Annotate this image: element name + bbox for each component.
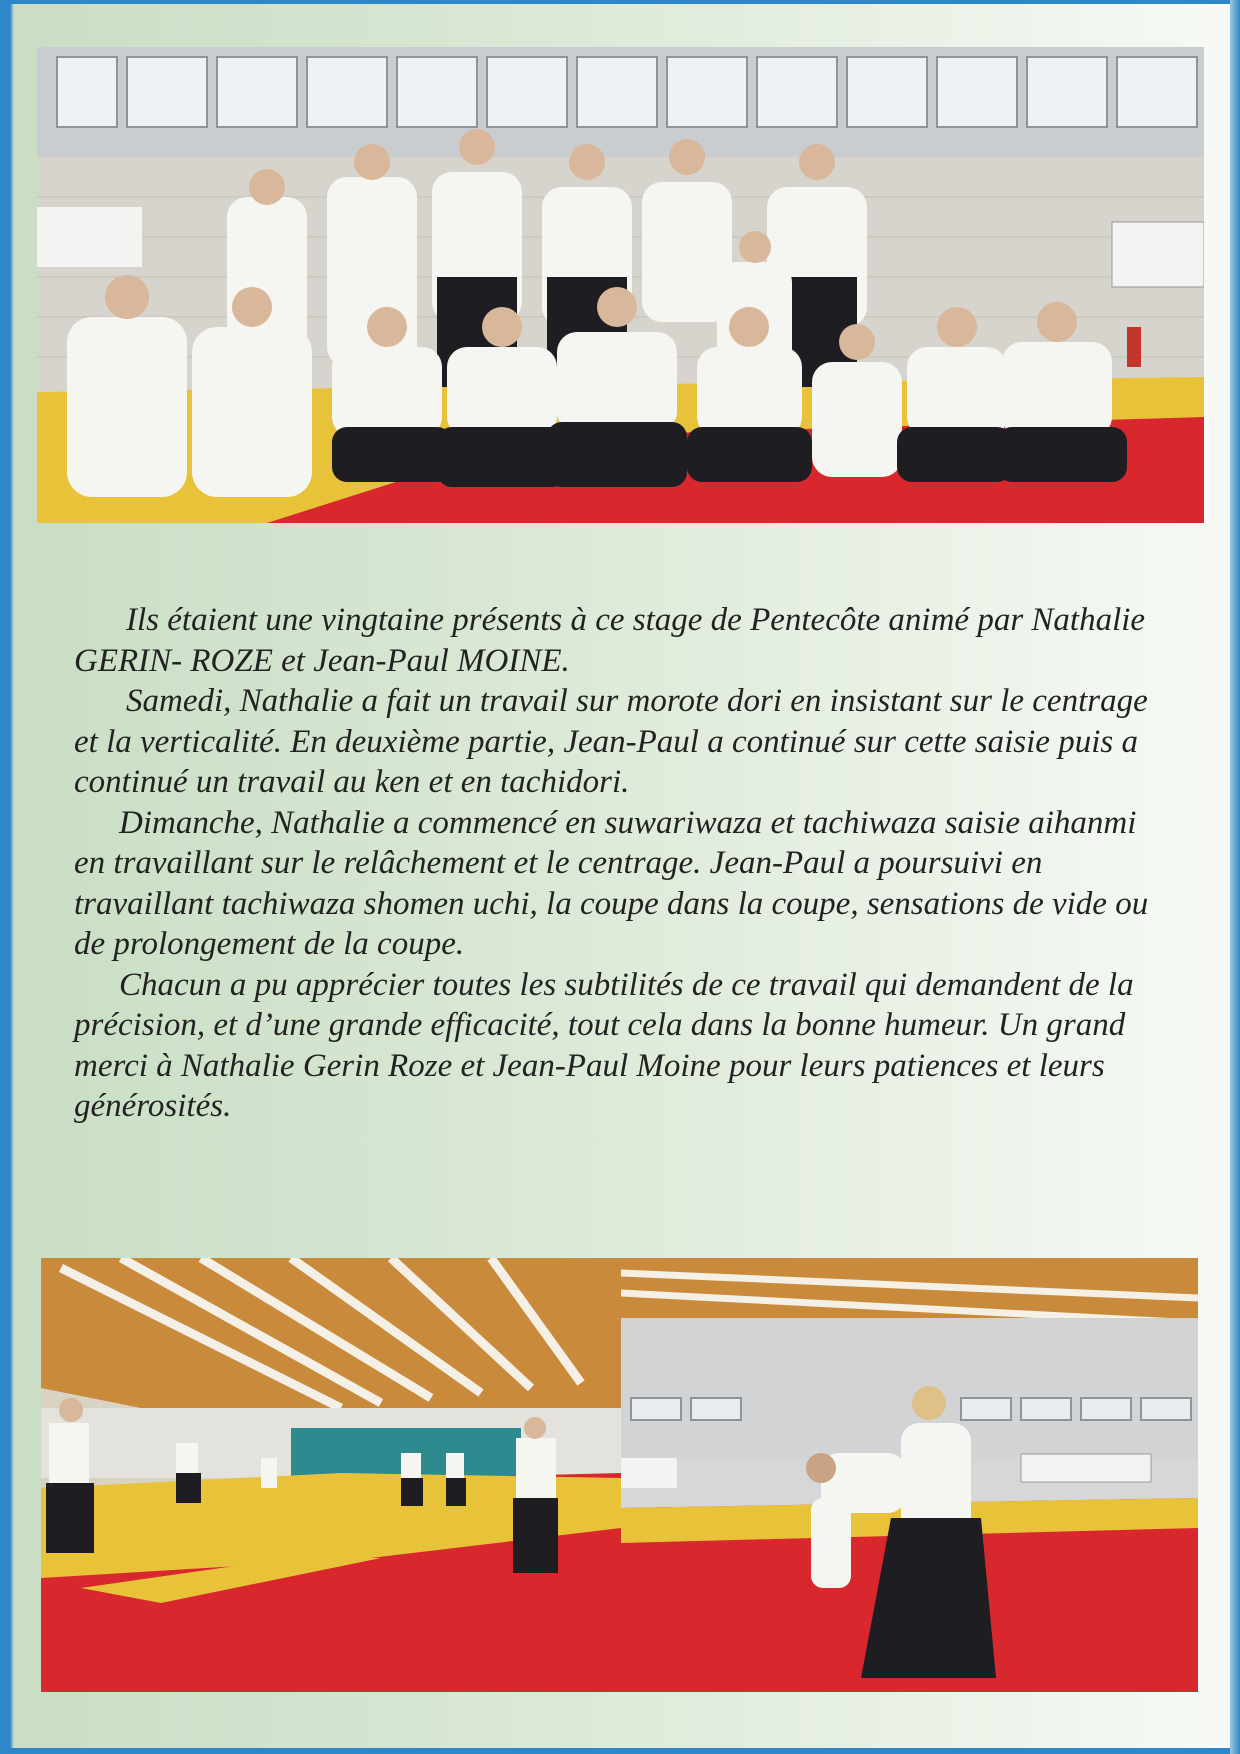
paragraph-dimanche: Dimanche, Nathalie a commencé en suwariwaza et tachiwaza saisie aihanmi en travaillant sur le relâchement et le centrage. Jean-Paul a poursuivi en travaillant tachiwaza shomen uchi, la coupe dans la coupe, sensations de vide ou de prolongement de la coupe. <box>74 804 1149 962</box>
paragraph-samedi: Samedi, Nathalie a fait un travail sur morote dori en insistant sur le centrage et la verticalité. En deuxième partie, Jean-Paul a continué sur cette saisie puis a continué un travail au ken et en tachidori. <box>74 683 1148 800</box>
group-photo <box>37 47 1204 523</box>
dojo-wide-photo <box>41 1258 621 1692</box>
technique-photo <box>621 1258 1198 1692</box>
page-right-border <box>1230 0 1240 1754</box>
article-text <box>74 600 1174 1127</box>
paragraph-intro: Ils étaient une vingtaine présents à ce stage de Pentecôte animé par Nathalie GERIN- ROZE et Jean-Paul MOINE. <box>74 602 1146 679</box>
paragraph-conclusion: Chacun a pu apprécier toutes les subtilités de ce travail qui demandent de la précision, et d’une grande efficacité, tout cela dans la bonne humeur. Un grand merci à Nathalie Gerin Roze et Jean-Paul Moine pour leurs patiences et leurs générosités. <box>74 966 1134 1124</box>
